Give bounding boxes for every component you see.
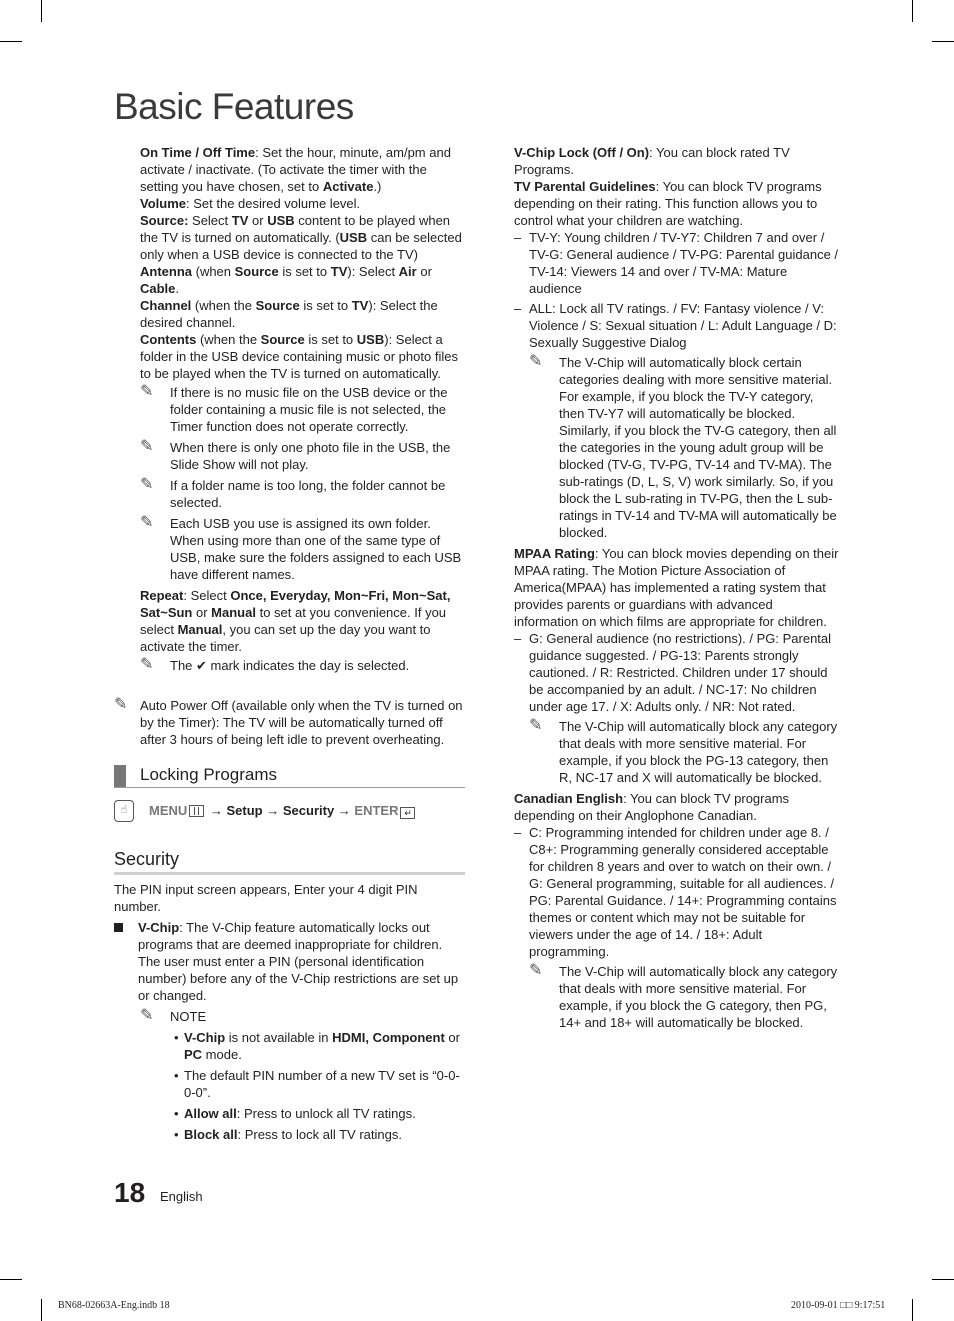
note-list: [174, 1029, 466, 1143]
note-pencil-icon: ✎: [529, 717, 543, 734]
crop-mark: [912, 0, 913, 22]
list-item: • V-Chip is not available in HDMI, Component or PC mode.: [174, 1030, 460, 1062]
list-item: • Allow all: Press to unlock all TV ratings.: [174, 1106, 416, 1121]
usb-note: ✎ When there is only one photo file in the USB, the Slide Show will not play.: [140, 438, 451, 472]
canadian-paragraph: Canadian English: You can block TV programs depending on their Anglophone Canadian.: [514, 791, 790, 823]
footer-file: BN68-02663A-Eng.indb 18: [58, 1300, 170, 1311]
hand-icon: ☝: [114, 800, 134, 822]
crop-mark: [932, 41, 954, 42]
page-title: Basic Features: [114, 86, 354, 127]
vchip-item: V-Chip: The V-Chip feature automatically locks out programs that are deemed inappropriate for children. The user must enter a PIN (personal identification number) before any of the V-Chip restrictions are set up or changed.: [114, 919, 466, 1004]
usb-note: ✎ If a folder name is too long, the folder cannot be selected.: [140, 476, 446, 510]
crop-mark: [0, 41, 22, 42]
security-heading: Security: [114, 849, 465, 875]
canadian-ratings-item: – C: Programming intended for children under age 8. / C8+: Programming generally considered acceptable for children 8 years and over to watch on their own. / G: General programming, suitable for all audiences. / PG: Parental Guidance. / 14+: Programming contains themes or content which may not be suitable for viewers under the age of 14. / 18+: Adult programming.: [514, 825, 837, 959]
page-number: 18: [114, 1177, 146, 1208]
note-pencil-icon: ✎: [140, 383, 154, 400]
page-language: English: [160, 1189, 203, 1204]
antenna-paragraph: Antenna (when Source is set to TV): Select Air or Cable.: [140, 264, 432, 296]
left-column-bottom: [114, 881, 466, 1147]
crop-mark: [0, 1279, 22, 1280]
contents-paragraph: Contents (when the Source is set to USB): Select a folder in the USB device containing music or photo files to be played when the TV is turned on automatically.: [140, 332, 458, 381]
right-column: [514, 144, 840, 1035]
pin-paragraph: The PIN input screen appears, Enter your 4 digit PIN number.: [114, 882, 418, 914]
usb-note: ✎ If there is no music file on the USB device or the folder containing a music file is not selected, the Timer function does not operate correctly.: [140, 383, 448, 434]
tv-parental-paragraph: TV Parental Guidelines: You can block TV programs depending on their rating. This function allows you to control what your children are watching.: [514, 179, 822, 228]
tv-ratings-item: – TV-Y: Young children / TV-Y7: Children 7 and over / TV-G: General audience / TV-PG: Parental guidance / TV-14: Viewers 14 and over / TV-MA: Mature audience: [514, 230, 839, 296]
square-bullet-icon: [114, 923, 123, 932]
crop-mark: [932, 1279, 954, 1280]
crop-mark: [912, 1299, 913, 1321]
list-item: • The default PIN number of a new TV set is “0-0-0-0”.: [174, 1068, 460, 1100]
crop-mark: [41, 1299, 42, 1321]
enter-icon: ↵: [400, 807, 415, 819]
list-item: • Block all: Press to lock all TV ratings.: [174, 1127, 402, 1142]
repeat-paragraph: Repeat: Select Once, Everyday, Mon~Fri, Mon~Sat, Sat~Sun or Manual to set at you convenience. If you select Manual, you can set up the day you want to activate the timer.: [140, 588, 451, 654]
note-pencil-icon: ✎: [140, 1007, 154, 1024]
volume-paragraph: Volume: Set the desired volume level.: [140, 196, 361, 211]
auto-power-off-note: ✎ Auto Power Off (available only when the TV is turned on by the Timer): The TV will be automatically turned off after 3 hours of being left idle to prevent overheating.: [114, 696, 463, 747]
channel-paragraph: Channel (when the Source is set to TV): Select the desired channel.: [140, 298, 438, 330]
locking-programs-heading: Locking Programs: [114, 765, 465, 788]
source-paragraph: Source: Select TV or USB content to be played when the TV is turned on automatically. (USB can be selected only when a USB device is connected to the TV): [140, 213, 462, 262]
note-pencil-icon: ✎: [140, 656, 154, 673]
canadian-note: ✎ The V-Chip will automatically block any category that deals with more sensitive material. For example, if you block the G category, then PG, 14+ and 18+ will automatically be blocked.: [529, 962, 838, 1030]
menu-icon: [189, 805, 204, 817]
note-heading: ✎ NOTE: [140, 1007, 207, 1024]
all-ratings-item: – ALL: Lock all TV ratings. / FV: Fantasy violence / V: Violence / S: Sexual situation / L: Adult Language / D: Sexually Suggestive Dialog: [514, 301, 837, 350]
heading-bar: [114, 765, 126, 787]
vchip-note: ✎ The V-Chip will automatically block certain categories dealing with more sensitive material. For example, if you block the TV-Y category, then TV-Y7 will automatically be blocked. Similarly, if you block the TV-G category, then all the categories in the young adult group will be blocked (TV-G, TV-PG, TV-14 and TV-MA). The sub-ratings (D, L, S, V) work similarly. So, if you block the L sub-rating in TV-PG, then the L sub-ratings in TV-14 and TV-MA will automatically be blocked.: [529, 353, 837, 540]
mpaa-ratings-item: – G: General audience (no restrictions). / PG: Parental guidance suggested. / PG-13: Parents strongly cautioned. / R: Restricted. Children under 17 should be accompanied by an adult. / NC-17: No children under age 17. / X: Adults only. / NR: Not rated.: [514, 631, 832, 714]
note-pencil-icon: ✎: [529, 353, 543, 370]
note-pencil-icon: ✎: [529, 962, 543, 979]
crop-mark: [41, 0, 42, 22]
footer-date: 2010-09-01 □□ 9:17:51: [791, 1300, 886, 1311]
on-off-time-paragraph: On Time / Off Time: Set the hour, minute, am/pm and activate / inactivate. (To activate the timer with the setting you have chosen, set to Activate.): [140, 145, 451, 194]
usb-note: ✎ Each USB you use is assigned its own folder. When using more than one of the same type of USB, make sure the folders assigned to each USB have different names.: [140, 514, 462, 582]
note-pencil-icon: ✎: [114, 696, 128, 713]
checkmark-icon: ✔: [196, 658, 207, 673]
left-column-top: [140, 144, 466, 678]
note-pencil-icon: ✎: [140, 438, 154, 455]
mpaa-paragraph: MPAA Rating: You can block movies depending on their MPAA rating. The Motion Picture Association of America(MPAA) has implemented a rating system that provides parents or guardians with advanced information on which films are appropriate for children.: [514, 546, 839, 629]
vchip-lock-paragraph: V-Chip Lock (Off / On): You can block rated TV Programs.: [514, 145, 790, 177]
note-pencil-icon: ✎: [140, 514, 154, 531]
checkmark-note: ✎ The ✔ mark indicates the day is selected.: [140, 656, 410, 673]
mpaa-note: ✎ The V-Chip will automatically block any category that deals with more sensitive material. For example, if you block the PG-13 category, then R, NC-17 and X will automatically be blocked.: [529, 717, 838, 785]
note-pencil-icon: ✎: [140, 476, 154, 493]
